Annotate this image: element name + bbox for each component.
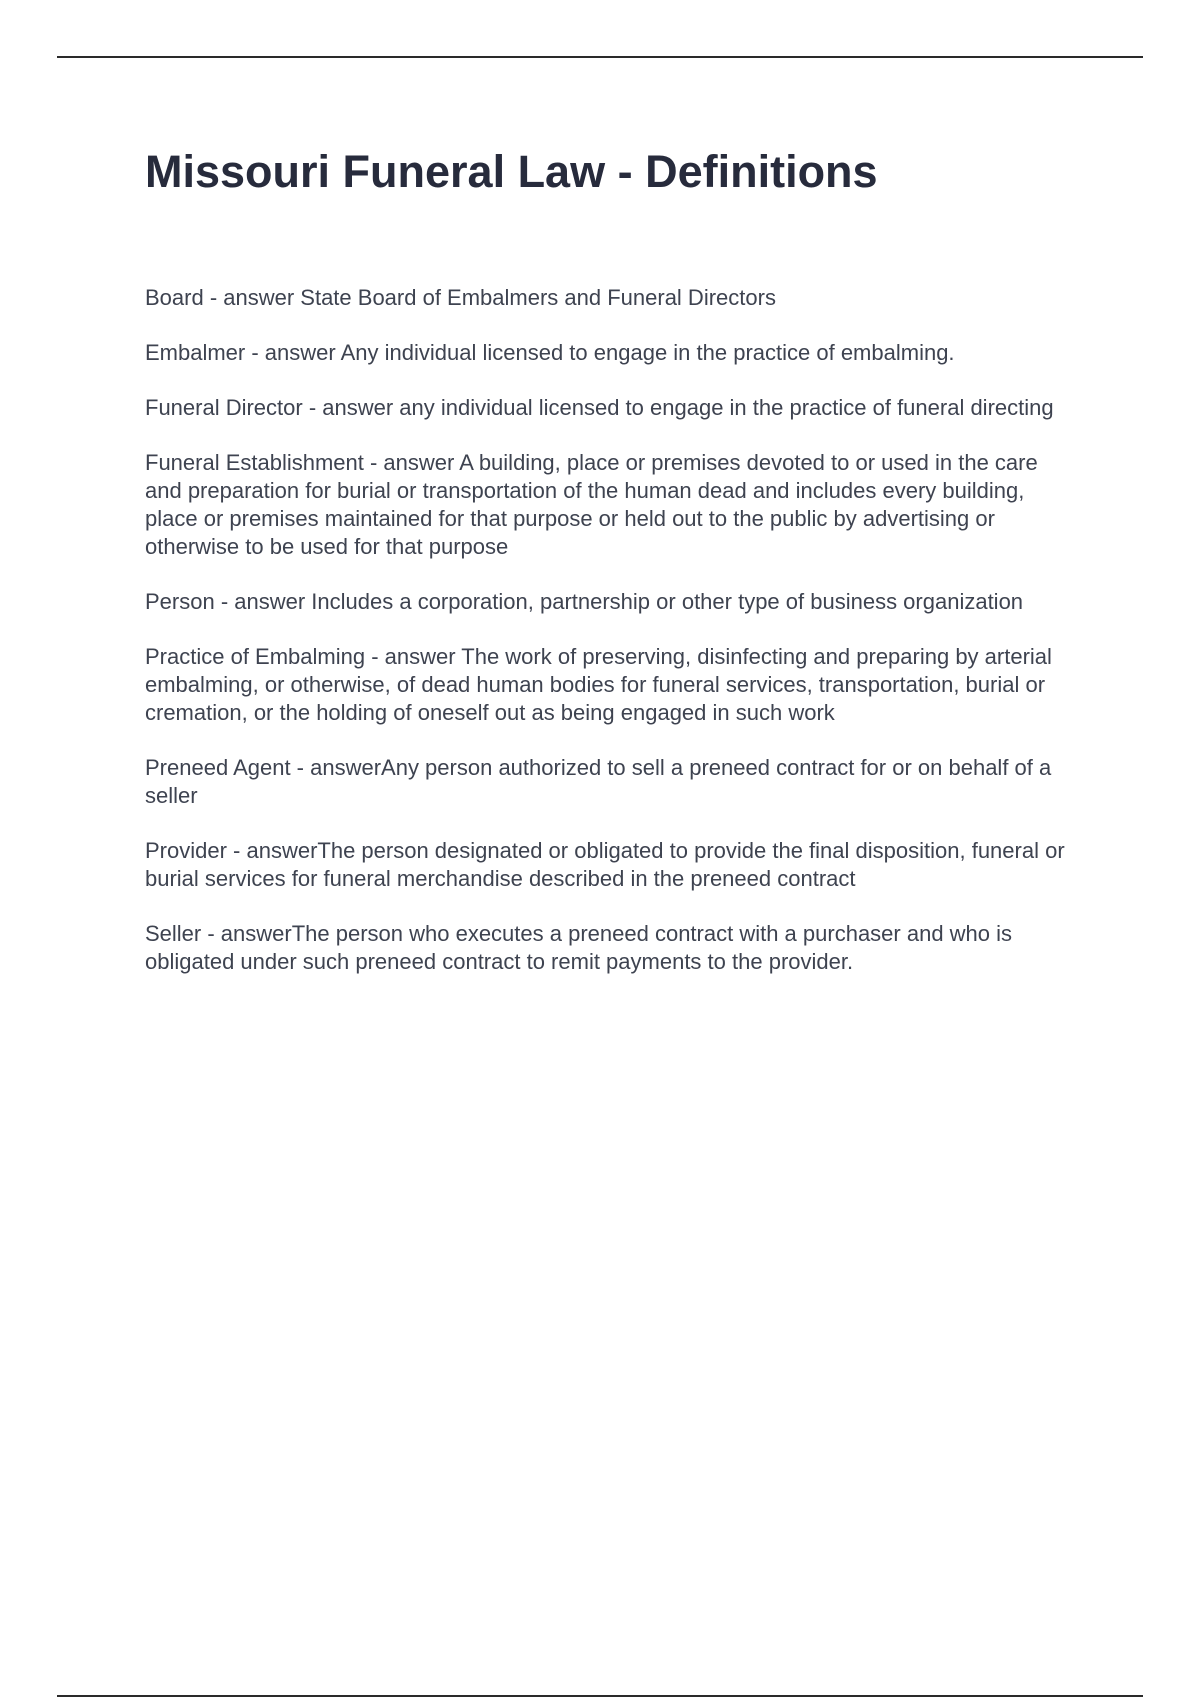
definition-item: Board - answer State Board of Embalmers and Funeral Directors	[145, 285, 776, 310]
definition-item: Seller - answerThe person who executes a preneed contract with a purchaser and who is obligated under such preneed contract to remit payments to the provider.	[145, 921, 1013, 974]
definition-item: Provider - answerThe person designated or obligated to provide the final disposition, funeral or burial services for funeral merchandise described in the preneed contract	[145, 838, 1065, 891]
definition-item: Person - answer Includes a corporation, partnership or other type of business organization	[145, 589, 1024, 614]
definition-item: Embalmer - answer Any individual licensed to engage in the practice of embalming.	[145, 340, 955, 365]
definition-item: Funeral Director - answer any individual licensed to engage in the practice of funeral directing	[145, 395, 1054, 420]
bottom-rule	[57, 1695, 1143, 1697]
top-rule	[57, 56, 1143, 58]
definitions-list	[145, 284, 1075, 1003]
definition-item: Preneed Agent - answerAny person authorized to sell a preneed contract for or on behalf of a seller	[145, 755, 1052, 808]
definition-item: Practice of Embalming - answer The work of preserving, disinfecting and preparing by arterial embalming, or otherwise, of dead human bodies for funeral services, transportation, burial or cremation, or the holding of oneself out as being engaged in such work	[145, 644, 1052, 725]
definition-item: Funeral Establishment - answer A building, place or premises devoted to or used in the care and preparation for burial or transportation of the human dead and includes every building, place or premises maintained for that purpose or held out to the public by advertising or otherwise to be used for that purpose	[145, 450, 1038, 559]
page-title: Missouri Funeral Law - Definitions	[145, 146, 878, 197]
